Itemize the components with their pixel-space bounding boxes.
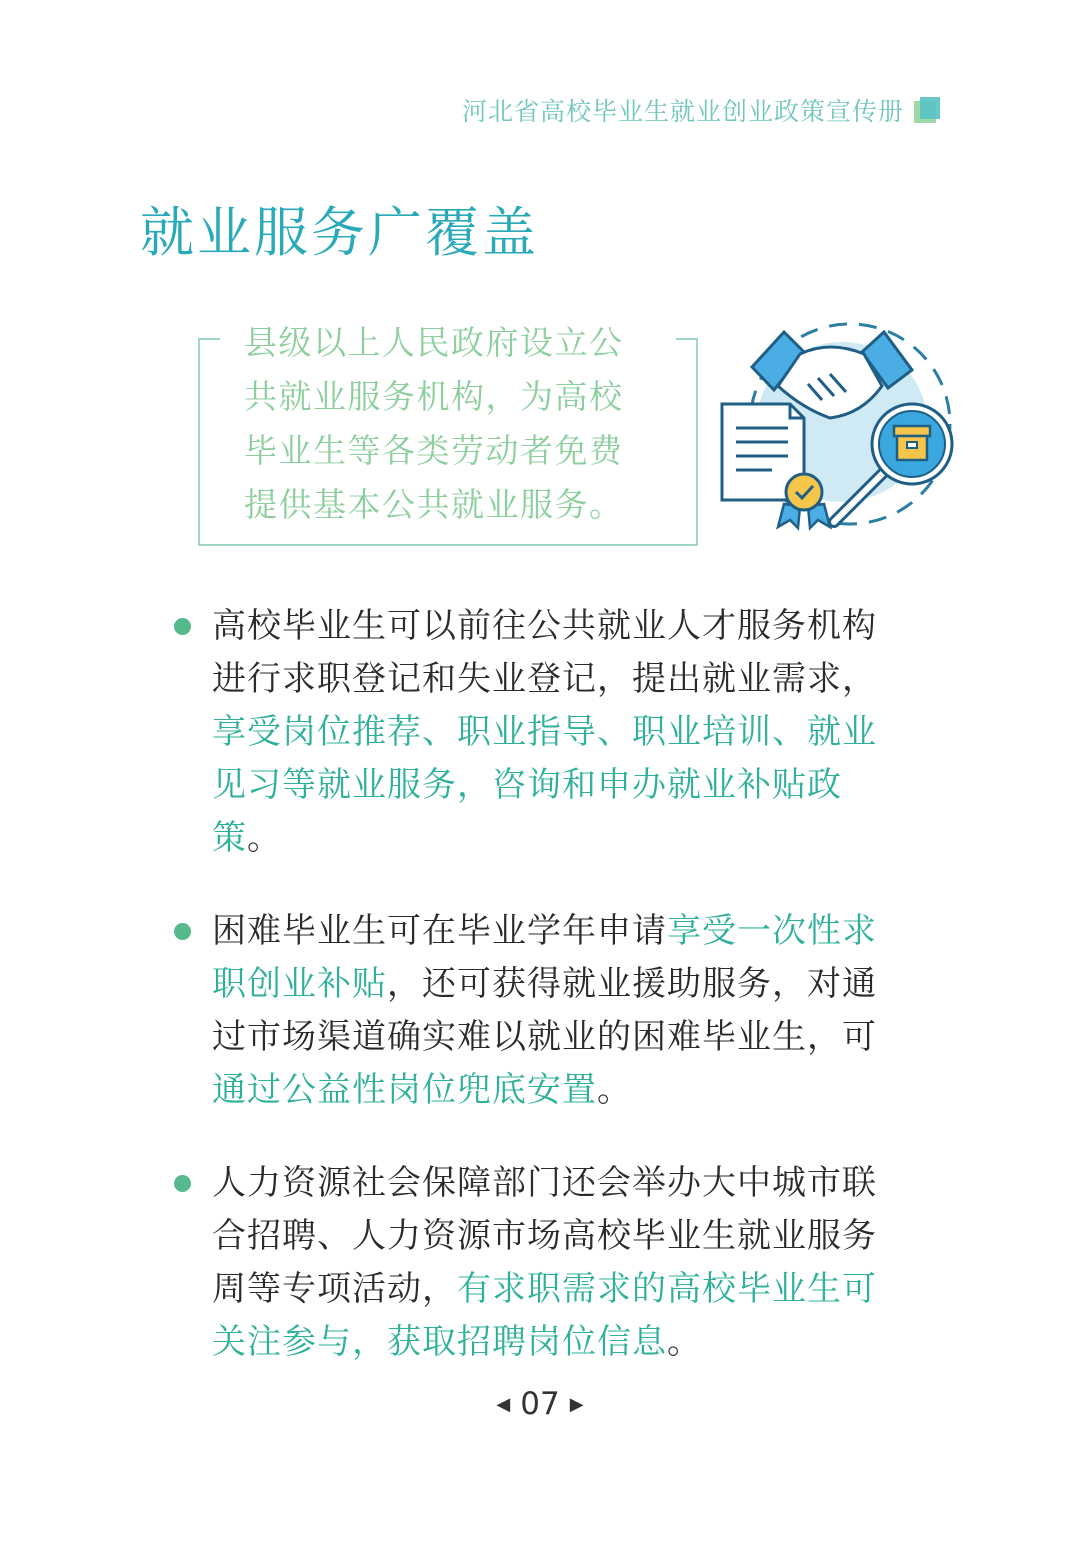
page-number: 07 [520,1386,560,1422]
employment-service-illustration [712,322,972,537]
header-square-icon [914,97,940,123]
bullet-line: 享受岗位推荐、职业指导、职业培训、就业 [212,712,877,752]
intro-box-corner-left [198,338,220,340]
prev-page-arrow-icon[interactable]: ◀ [496,1393,511,1415]
bullet-line: 见习等就业服务，咨询和申办就业补贴政 [212,765,842,805]
bullet-line: 通过公益性岗位兜底安置。 [212,1070,632,1110]
intro-box [198,323,698,546]
bullet-item [172,600,912,865]
bullet-item [172,1157,912,1369]
booklet-title: 河北省高校毕业生就业创业政策宣传册 [461,97,904,126]
bullet-line: 进行求职登记和失业登记，提出就业需求， [212,659,877,699]
next-page-arrow-icon[interactable]: ▶ [569,1393,584,1415]
bullet-line: 职创业补贴，还可获得就业援助服务，对通 [212,964,877,1004]
bullet-line: 过市场渠道确实难以就业的困难毕业生，可 [212,1017,877,1057]
policy-bullet-list [172,600,912,1409]
bullet-line: 策。 [212,818,282,858]
intro-line: 毕业生等各类劳动者免费 [244,431,624,470]
bullet-line: 困难毕业生可在毕业学年申请享受一次性求 [212,911,877,951]
archive-box-icon [894,426,930,460]
intro-line: 县级以上人民政府设立公 [244,323,624,362]
bullet-item [172,905,912,1117]
intro-box-corner-right [676,338,698,340]
bullet-dot-icon [174,1175,191,1192]
intro-line: 提供基本公共就业服务。 [244,485,624,524]
page-footer [0,1386,1080,1422]
page-title: 就业服务广覆盖 [140,201,539,264]
bullet-line: 周等专项活动，有求职需求的高校毕业生可 [212,1269,877,1309]
intro-text [244,316,664,532]
intro-line: 共就业服务机构，为高校 [244,377,624,416]
bullet-line: 高校毕业生可以前往公共就业人才服务机构 [212,606,877,646]
bullet-dot-icon [174,618,191,635]
bullet-line: 关注参与，获取招聘岗位信息。 [212,1322,702,1362]
bullet-line: 人力资源社会保障部门还会举办大中城市联 [212,1163,877,1203]
page-header [462,92,940,128]
bullet-line: 合招聘、人力资源市场高校毕业生就业服务 [212,1216,877,1256]
bullet-dot-icon [174,923,191,940]
